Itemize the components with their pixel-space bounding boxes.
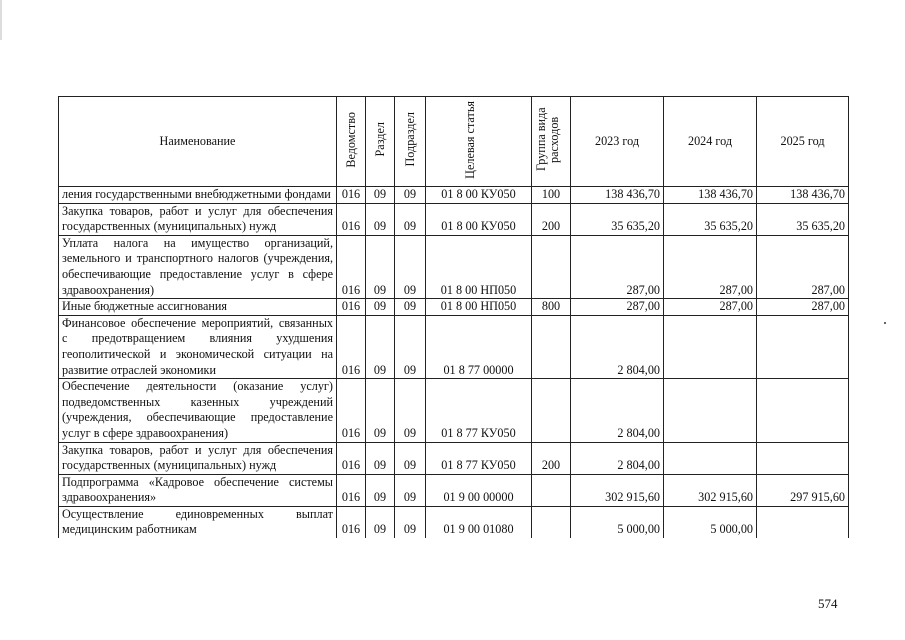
row-dept: 016	[337, 299, 366, 316]
row-subsection: 09	[395, 474, 426, 506]
row-subsection: 09	[395, 299, 426, 316]
row-section: 09	[366, 442, 395, 474]
row-group	[532, 474, 571, 506]
row-section: 09	[366, 315, 395, 378]
row-2024	[664, 315, 757, 378]
table-row	[59, 235, 849, 298]
row-article: 01 8 00 КУ050	[426, 203, 532, 235]
header-subsection: Подраздел	[395, 97, 426, 187]
row-dept: 016	[337, 474, 366, 506]
page-number: 574	[818, 596, 838, 611]
row-2023: 287,00	[571, 235, 664, 298]
table-row	[59, 442, 849, 474]
row-article: 01 9 00 01080	[426, 506, 532, 538]
header-section: Раздел	[366, 97, 395, 187]
row-2025: 35 635,20	[757, 203, 849, 235]
row-2024: 302 915,60	[664, 474, 757, 506]
row-dept: 016	[337, 442, 366, 474]
row-dept: 016	[337, 379, 366, 442]
row-name: Финансовое обеспечение мероприятий, связанных с предотвращением влияния ухудшения геополитической и экономической ситуации на развитие отраслей экономики	[59, 315, 337, 378]
row-group	[532, 315, 571, 378]
row-dept: 016	[337, 315, 366, 378]
row-subsection: 09	[395, 506, 426, 538]
row-section: 09	[366, 506, 395, 538]
row-section: 09	[366, 379, 395, 442]
row-group	[532, 506, 571, 538]
row-section: 09	[366, 187, 395, 204]
row-2025	[757, 379, 849, 442]
row-article: 01 8 77 КУ050	[426, 442, 532, 474]
row-2025: 297 915,60	[757, 474, 849, 506]
header-article: Целевая статья	[426, 97, 532, 187]
row-2025: 287,00	[757, 235, 849, 298]
row-dept: 016	[337, 187, 366, 204]
row-dept: 016	[337, 235, 366, 298]
table-row	[59, 315, 849, 378]
row-2023: 138 436,70	[571, 187, 664, 204]
row-2025	[757, 315, 849, 378]
row-2025: 138 436,70	[757, 187, 849, 204]
row-2023: 287,00	[571, 299, 664, 316]
row-section: 09	[366, 235, 395, 298]
row-2023: 35 635,20	[571, 203, 664, 235]
header-2024: 2024 год	[664, 97, 757, 187]
row-article: 01 8 00 КУ050	[426, 187, 532, 204]
table-row	[59, 203, 849, 235]
row-group: 100	[532, 187, 571, 204]
scan-dot-artifact	[884, 322, 886, 324]
row-2023: 5 000,00	[571, 506, 664, 538]
row-2025: 287,00	[757, 299, 849, 316]
row-2024: 287,00	[664, 299, 757, 316]
row-name: Закупка товаров, работ и услуг для обеспечения государственных (муниципальных) нужд	[59, 442, 337, 474]
row-section: 09	[366, 203, 395, 235]
row-section: 09	[366, 299, 395, 316]
row-name: Иные бюджетные ассигнования	[59, 299, 337, 316]
row-dept: 016	[337, 203, 366, 235]
row-2025	[757, 442, 849, 474]
row-section: 09	[366, 474, 395, 506]
row-2024: 35 635,20	[664, 203, 757, 235]
row-article: 01 8 77 КУ050	[426, 379, 532, 442]
table-row	[59, 187, 849, 204]
row-article: 01 8 00 НП050	[426, 235, 532, 298]
row-2024: 5 000,00	[664, 506, 757, 538]
row-name: Уплата налога на имущество организаций, земельного и транспортного налогов (учреждения, обеспечивающие предоставление услуг в сфере здравоохранения)	[59, 235, 337, 298]
table-header-row	[59, 97, 849, 187]
row-2023: 2 804,00	[571, 315, 664, 378]
table-row	[59, 299, 849, 316]
row-dept: 016	[337, 506, 366, 538]
row-article: 01 8 77 00000	[426, 315, 532, 378]
row-group: 800	[532, 299, 571, 316]
header-dept: Ведомство	[337, 97, 366, 187]
table-row	[59, 506, 849, 538]
row-group	[532, 379, 571, 442]
row-article: 01 8 00 НП050	[426, 299, 532, 316]
row-2024	[664, 442, 757, 474]
row-subsection: 09	[395, 203, 426, 235]
row-subsection: 09	[395, 379, 426, 442]
row-group	[532, 235, 571, 298]
row-2023: 2 804,00	[571, 442, 664, 474]
row-2024	[664, 379, 757, 442]
row-article: 01 9 00 00000	[426, 474, 532, 506]
row-group: 200	[532, 203, 571, 235]
row-name: ления государственными внебюджетными фондами	[59, 187, 337, 204]
row-2024: 138 436,70	[664, 187, 757, 204]
row-name: Закупка товаров, работ и услуг для обеспечения государственных (муниципальных) нужд	[59, 203, 337, 235]
budget-table	[58, 96, 849, 538]
row-subsection: 09	[395, 315, 426, 378]
row-group: 200	[532, 442, 571, 474]
row-2023: 2 804,00	[571, 379, 664, 442]
row-name: Подпрограмма «Кадровое обеспечение системы здравоохранения»	[59, 474, 337, 506]
table-row	[59, 379, 849, 442]
row-2023: 302 915,60	[571, 474, 664, 506]
scan-edge-artifact	[0, 0, 2, 40]
row-2025	[757, 506, 849, 538]
row-subsection: 09	[395, 442, 426, 474]
header-expense-group: Группа вида расходов	[532, 97, 571, 187]
row-subsection: 09	[395, 235, 426, 298]
header-2023: 2023 год	[571, 97, 664, 187]
row-2024: 287,00	[664, 235, 757, 298]
table-row	[59, 474, 849, 506]
row-subsection: 09	[395, 187, 426, 204]
row-name: Осуществление единовременных выплат медицинским работникам	[59, 506, 337, 538]
header-2025: 2025 год	[757, 97, 849, 187]
row-name: Обеспечение деятельности (оказание услуг) подведомственных казенных учреждений (учреждения, обеспечивающие предоставление услуг в сфере здравоохранения)	[59, 379, 337, 442]
header-name: Наименование	[59, 97, 337, 187]
